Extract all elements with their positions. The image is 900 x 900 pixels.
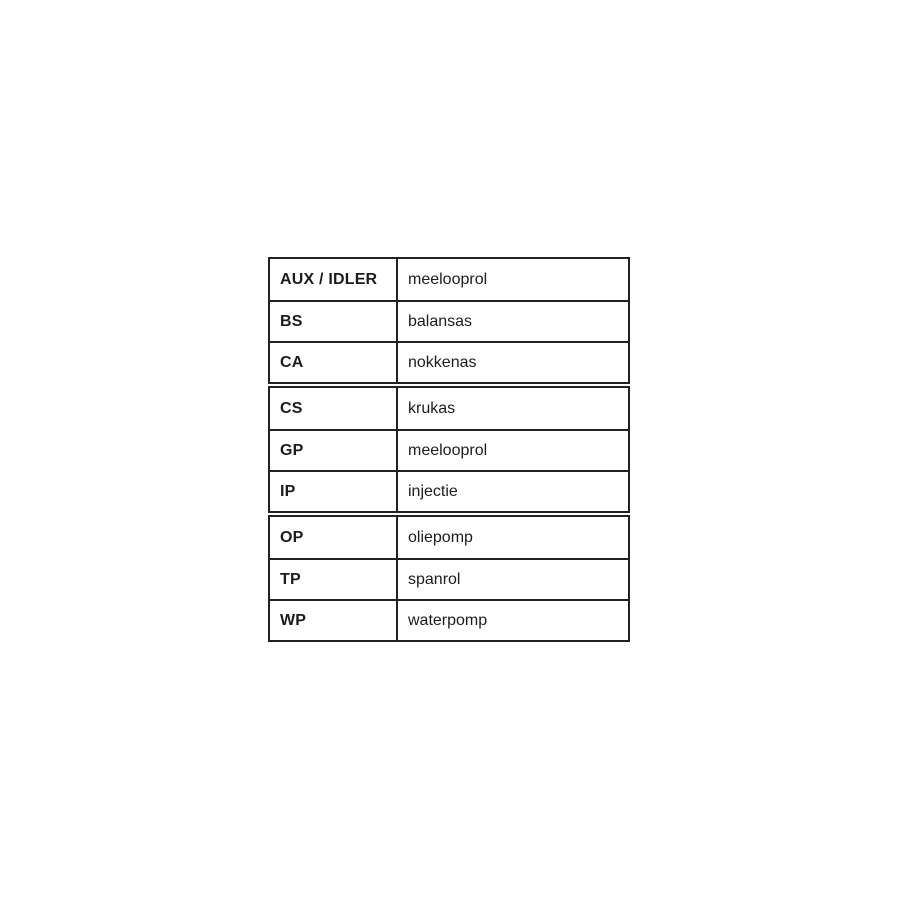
table-group <box>268 257 630 384</box>
term-cell: nokkenas <box>408 353 477 371</box>
table-row <box>270 558 628 599</box>
abbreviation-cell: GP <box>270 431 398 470</box>
abbreviation-cell: CS <box>270 388 398 429</box>
table-row <box>270 517 628 558</box>
legend-table <box>268 257 630 642</box>
table-row <box>270 429 628 470</box>
table-row <box>270 259 628 300</box>
term-cell: oliepomp <box>408 528 473 546</box>
table-row <box>270 470 628 511</box>
table-group <box>268 515 630 642</box>
abbreviation-cell: BS <box>270 302 398 341</box>
abbreviation-cell: IP <box>270 472 398 511</box>
term-cell: krukas <box>408 399 456 417</box>
term-cell: meelooprol <box>408 441 488 459</box>
term-cell: balansas <box>408 312 473 330</box>
table-row <box>270 599 628 640</box>
term-cell: waterpomp <box>408 611 488 629</box>
abbreviation-cell: TP <box>270 560 398 599</box>
abbreviation-cell: WP <box>270 601 398 640</box>
term-cell: spanrol <box>408 570 461 588</box>
table-group <box>268 386 630 513</box>
term-cell: meelooprol <box>408 270 488 288</box>
table-row <box>270 388 628 429</box>
table-row <box>270 300 628 341</box>
abbreviation-cell: OP <box>270 517 398 558</box>
abbreviation-cell: CA <box>270 343 398 382</box>
abbreviation-cell: AUX / IDLER <box>270 259 398 300</box>
table-row <box>270 341 628 382</box>
term-cell: injectie <box>408 482 458 500</box>
